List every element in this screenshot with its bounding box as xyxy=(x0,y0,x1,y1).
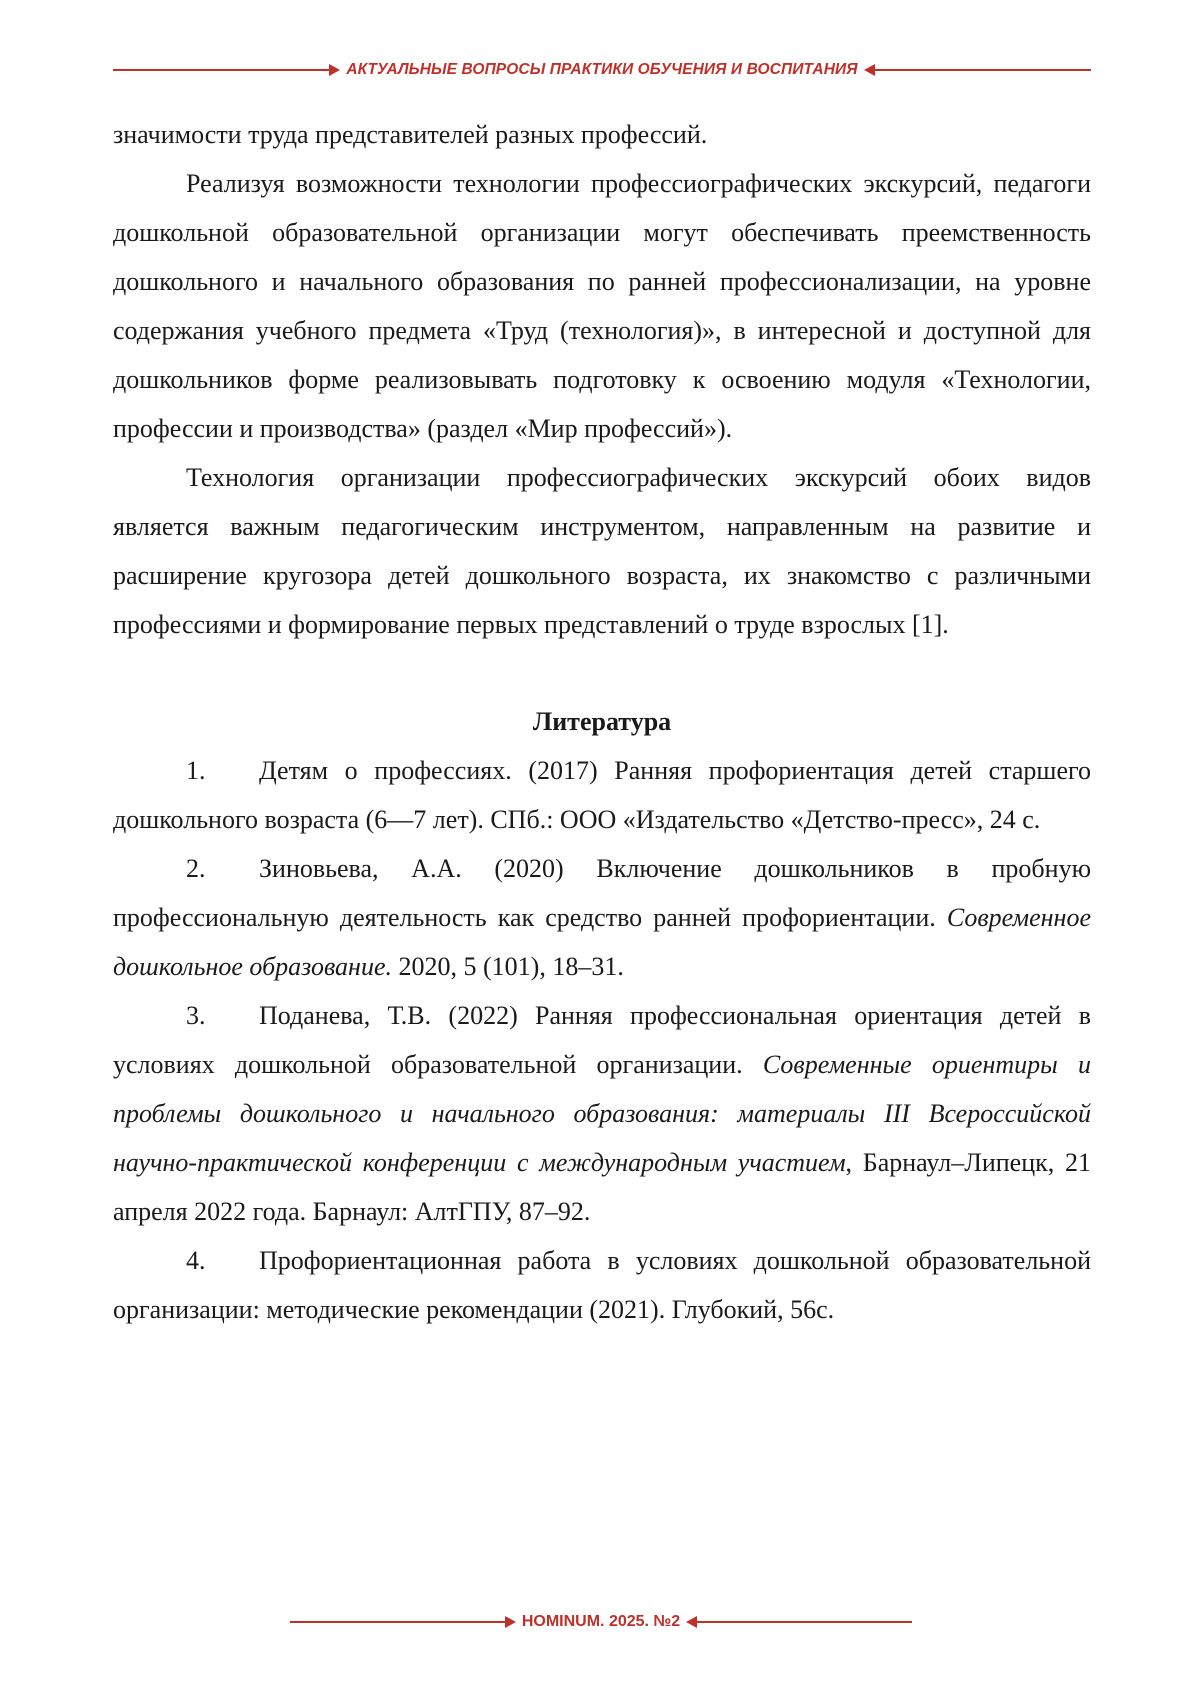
reference-text: Зиновьева, А.А. (2020) Включение дошкольников в пробную профессиональную деятельность как средство ранней профориентации. xyxy=(113,854,1091,932)
reference-text: Поданева, Т.В. (2022) Ранняя профессиональная ориентация детей в условиях дошкольной образовательной организации. xyxy=(113,1001,1091,1079)
page-content xyxy=(113,110,1091,1334)
header-rule-right xyxy=(875,69,1091,71)
reference-number: 1. xyxy=(186,756,206,785)
reference-number: 3. xyxy=(186,1001,206,1030)
reference-tail: 2020, 5 (101), 18–31. xyxy=(392,952,624,981)
paragraph-continuation: значимости труда представителей разных профессий. xyxy=(113,120,708,149)
reference-number: 2. xyxy=(186,854,206,883)
arrow-right-icon xyxy=(505,1616,516,1628)
paragraph: Технология организации профессиографических экскурсий обоих видов является важным педагогическим инструментом, направленным на развитие и расширение кругозора детей дошкольного возраста, их знакомство с различными профессиями и формирование первых представлений о труде взрослых [1]. xyxy=(113,463,1091,639)
footer-rule-left xyxy=(290,1621,505,1623)
references-heading: Литература xyxy=(532,707,672,736)
journal-issue-label: HOMINUM. 2025. №2 xyxy=(521,1613,681,1630)
reference-number: 4. xyxy=(186,1246,206,1275)
reference-item xyxy=(113,991,1091,1236)
arrow-right-icon xyxy=(329,64,340,76)
running-footer xyxy=(290,1610,912,1634)
footer-rule-right xyxy=(697,1621,912,1623)
reference-source-title: Современное дошкольное образование. xyxy=(113,903,1091,981)
reference-tail: , Барнаул–Липецк, 21 апреля 2022 года. Барнаул: АлтГПУ, 87–92. xyxy=(113,1148,1092,1226)
reference-item xyxy=(113,746,1091,844)
running-header xyxy=(113,58,1091,82)
reference-source-title: Современные ориентиры и проблемы дошкольного и начального образования: материалы III Всероссийской научно-практической конференции с международным участием xyxy=(113,1050,1091,1177)
arrow-left-icon xyxy=(864,64,875,76)
reference-text: Профориентационная работа в условиях дошкольной образовательной организации: методические рекомендации (2021). Глубокий, 56с. xyxy=(113,1246,1091,1324)
reference-item xyxy=(113,844,1091,991)
reference-text: Детям о профессиях. (2017) Ранняя профориентация детей старшего дошкольного возраста (6—7 лет). СПб.: ООО «Издательство «Детство-пресс», 24 с. xyxy=(113,756,1091,834)
header-rule-left xyxy=(113,69,329,71)
journal-section-title: АКТУАЛЬНЫЕ ВОПРОСЫ ПРАКТИКИ ОБУЧЕНИЯ И ВОСПИТАНИЯ xyxy=(346,61,858,78)
paragraph: Реализуя возможности технологии профессиографических экскурсий, педагоги дошкольной образовательной организации могут обеспечивать преемственность дошкольного и начального образования по ранней профессионализации, на уровне содержания учебного предмета «Труд (технология)», в интересной и доступной для дошкольников форме реализовывать подготовку к освоению модуля «Технологии, профессии и производства» (раздел «Мир профессий»). xyxy=(113,169,1091,443)
reference-item xyxy=(113,1236,1091,1334)
arrow-left-icon xyxy=(686,1616,697,1628)
